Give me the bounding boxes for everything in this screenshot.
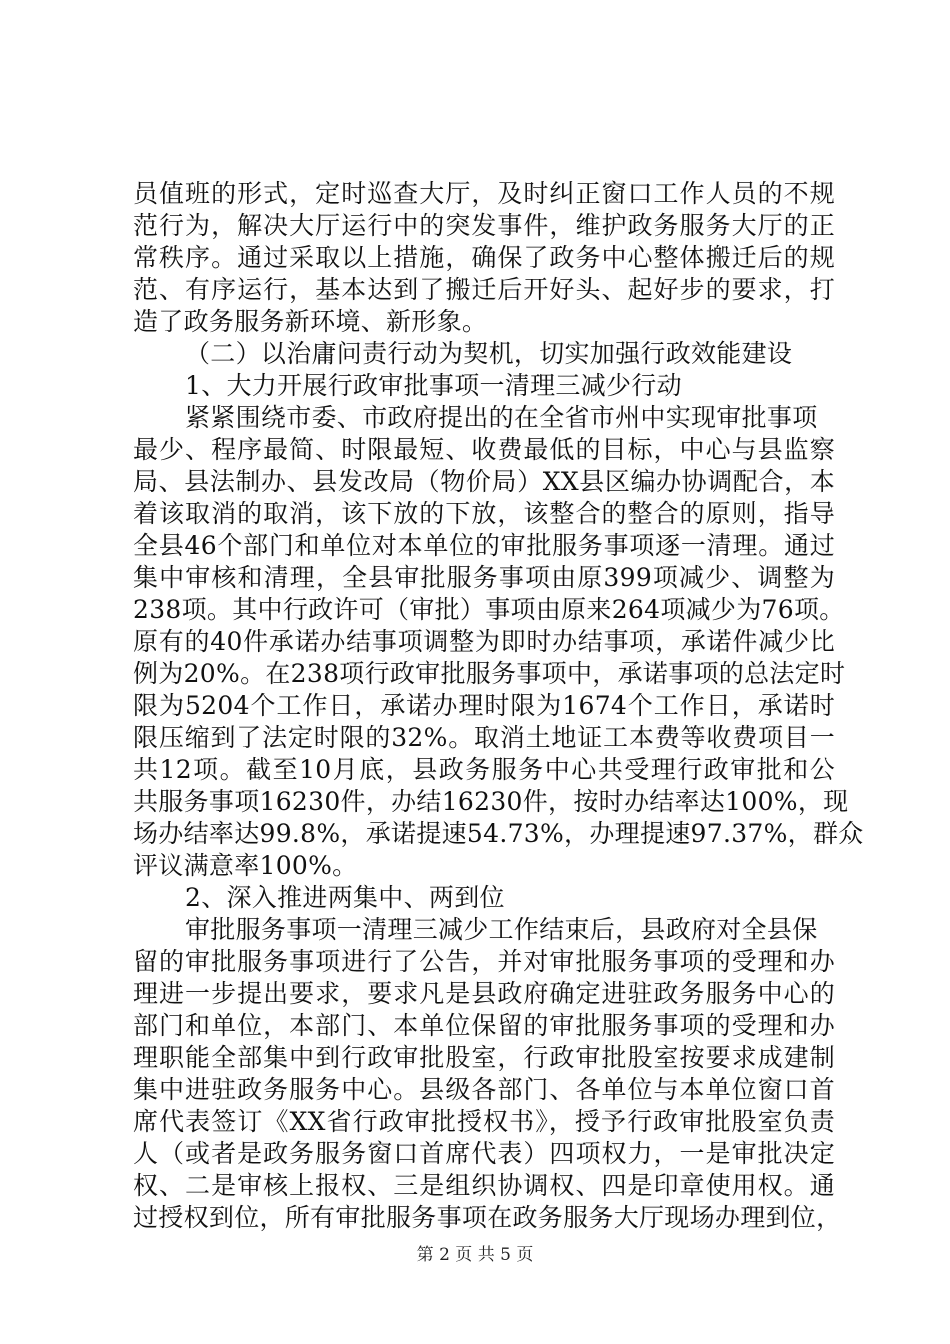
text-line: 局、县法制办、县发改局（物价局）XX县区编办协调配合，本 (133, 467, 835, 496)
text-line: 权、二是审核上报权、三是组织协调权、四是印章使用权。通 (133, 1171, 835, 1200)
text-line: 238项。其中行政许可（审批）事项由原来264项减少为76项。 (133, 595, 845, 624)
text-line: 共12项。截至10月底，县政务服务中心共受理行政审批和公 (133, 755, 835, 784)
text-line: （二）以治庸问责行动为契机，切实加强行政效能建设 (185, 339, 793, 368)
text-line: 席代表签订《XX省行政审批授权书》，授予行政审批股室负责 (133, 1107, 835, 1136)
text-line: 理进一步提出要求，要求凡是县政府确定进驻政务服务中心的 (133, 979, 835, 1008)
text-line: 1、大力开展行政审批事项一清理三减少行动 (185, 371, 682, 400)
text-line: 人（或者是政务服务窗口首席代表）四项权力，一是审批决定 (133, 1139, 835, 1168)
text-line: 紧紧围绕市委、市政府提出的在全省市州中实现审批事项 (185, 403, 818, 432)
text-line: 常秩序。通过采取以上措施，确保了政务中心整体搬迁后的规 (133, 243, 835, 272)
text-line: 部门和单位，本部门、本单位保留的审批服务事项的受理和办 (133, 1011, 835, 1040)
text-line: 审批服务事项一清理三减少工作结束后，县政府对全县保 (185, 915, 818, 944)
text-line: 场办结率达99.8%，承诺提速54.73%，办理提速97.37%，群众 (133, 819, 864, 848)
text-line: 过授权到位，所有审批服务事项在政务服务大厅现场办理到位， (133, 1203, 842, 1232)
text-line: 留的审批服务事项进行了公告，并对审批服务事项的受理和办 (133, 947, 835, 976)
text-line: 全县46个部门和单位对本单位的审批服务事项逐一清理。通过 (133, 531, 835, 560)
text-line: 限为5204个工作日，承诺办理时限为1674个工作日，承诺时 (133, 691, 835, 720)
document-body (133, 178, 864, 1234)
text-line: 限压缩到了法定时限的32%。取消土地证工本费等收费项目一 (133, 723, 835, 752)
text-line: 范、有序运行，基本达到了搬迁后开好头、起好步的要求，打 (133, 275, 835, 304)
text-line: 最少、程序最简、时限最短、收费最低的目标，中心与县监察 (133, 435, 835, 464)
text-line: 2、深入推进两集中、两到位 (185, 883, 505, 912)
text-line: 员值班的形式，定时巡查大厅，及时纠正窗口工作人员的不规 (133, 179, 835, 208)
text-line: 理职能全部集中到行政审批股室，行政审批股室按要求成建制 (133, 1043, 835, 1072)
page-footer: 第 2 页 共 5 页 (416, 1245, 534, 1265)
text-line: 评议满意率100%。 (133, 851, 358, 880)
text-line: 集中进驻政务服务中心。县级各部门、各单位与本单位窗口首 (133, 1075, 835, 1104)
text-line: 共服务事项16230件，办结16230件，按时办结率达100%，现 (133, 787, 849, 816)
text-line: 范行为，解决大厅运行中的突发事件，维护政务服务大厅的正 (133, 211, 835, 240)
text-line: 集中审核和清理，全县审批服务事项由原399项减少、调整为 (133, 563, 835, 592)
text-line: 着该取消的取消，该下放的下放，该整合的整合的原则，指导 (133, 499, 835, 528)
text-line: 例为20%。在238项行政审批服务事项中，承诺事项的总法定时 (133, 659, 846, 688)
text-line: 造了政务服务新环境、新形象。 (133, 307, 488, 336)
text-line: 原有的40件承诺办结事项调整为即时办结事项，承诺件减少比 (133, 627, 835, 656)
